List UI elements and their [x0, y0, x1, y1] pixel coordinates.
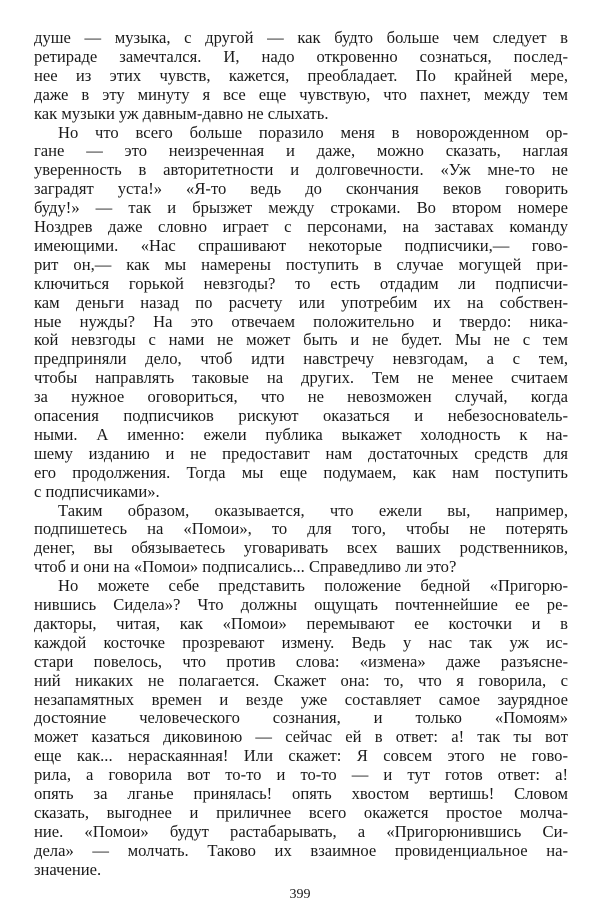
- text-line: дакторы, читая, как «Помои» перемывают ее косточки и в: [34, 613, 568, 633]
- text-line: опасения подписчиков рискуют оказаться и небезосновatель-: [34, 406, 568, 425]
- text-line: с подписчиками».: [34, 481, 160, 501]
- paragraph-first-line: Но можете себе представить положение бедной «Пригорю-: [58, 576, 568, 596]
- text-line: незапамятных времен и везде уже составляет самое заурядное: [34, 689, 568, 709]
- text-line: кам деньги назад по расчету или употребим их на собствен-: [34, 292, 568, 312]
- text-line: гане — это неизреченная и даже, можно сказать, наглая: [34, 141, 568, 161]
- text-line: имеющими. «Нас спрашивают некоторые подписчики,— гово-: [34, 235, 568, 255]
- paragraph-first-line: Таким образом, оказывается, что ежели вы, например,: [58, 500, 568, 520]
- text-line: Ноздрев даже словно играет с персонами, на заставах команду: [34, 217, 568, 236]
- text-line: ными. А именно: ежели публика выкажет холодность к на-: [34, 424, 568, 444]
- text-line: ний никаких не полагается. Скажет она: то, что я говорила, с: [34, 670, 568, 690]
- text-line: даже в эту минуту я все еще чувствую, что пахнет, между тем: [34, 84, 568, 104]
- text-line: нившись Сидела»? Что должны ощущать почтеннейшие ее ре-: [34, 595, 568, 614]
- text-line: подпишетесь на «Помои», то для того, чтобы не потерять: [34, 519, 568, 539]
- text-line: каждой косточке прозревают измену. Ведь у нас так уж ис-: [34, 632, 568, 652]
- text-line: его продолжения. Тогда мы еще подумаем, как нам поступить: [34, 462, 568, 482]
- text-line: еще как... нераскаянная! Или скажет: Я совсем этого не гово-: [34, 746, 568, 766]
- text-line: опять за лганье принялась! опять хвостом вертишь! Словом: [34, 784, 568, 803]
- text-line: стари повелось, что против слова: «измена» даже разъясне-: [34, 651, 568, 671]
- text-line: буду!» — так и брызжет между строками. Во втором номере: [34, 198, 568, 218]
- text-line: заградят уста!» «Я-то ведь до скончания веков говорить: [34, 179, 568, 199]
- text-line: предприняли дело, чтоб идти навстречу невзгодам, а с тем,: [34, 349, 568, 369]
- text-line: уверенность в авторитетности и долговечности. «Уж мне-то не: [34, 160, 568, 180]
- text-line: может казаться диковиною — сейчас ей в ответ: а! так ты вот: [34, 727, 568, 747]
- text-line: достояние человеческого сознания, и только «Помоям»: [34, 708, 568, 728]
- page-number: 399: [289, 886, 311, 902]
- text-line: кой невзгоды с нами не может быть и не будет. Мы не с тем: [34, 330, 568, 350]
- text-line: ние. «Помои» будут растабарывать, а «Пригорюнившись Си-: [34, 821, 568, 841]
- text-line: как музыки уж давным-давно не слыхать.: [34, 103, 329, 123]
- text-line: душе — музыка, с другой — как будто больше чем следует в: [34, 28, 568, 47]
- text-line: ретираде замечтался. И, надо откровенно сознаться, послед-: [34, 46, 568, 66]
- text-line: денег, вы обязываетесь уговаривать всех ваших родственников,: [34, 538, 568, 558]
- text-line: рит он,— как мы намерены поступить в случае могущей при-: [34, 254, 568, 274]
- paragraph-first-line: Но что всего больше поразило меня в новорожденном ор-: [58, 122, 568, 142]
- text-line: значение.: [34, 859, 102, 879]
- text-line: нее из этих чувств, кажется, преобладает. По крайней мере,: [34, 65, 568, 85]
- text-line: сказать, выгоднее и приличнее всего окажется простое молча-: [34, 802, 568, 822]
- text-line: рила, а говорила вот то-то и то-то — и тут готов ответ: а!: [34, 765, 568, 785]
- text-line: дела» — молчать. Таково их взаимное провиденциальное на-: [34, 840, 568, 860]
- text-line: за нужное оговориться, что не невозможен случай, когда: [34, 387, 568, 407]
- text-line: шему изданию и не предоставит нам достаточных средств для: [34, 443, 568, 463]
- text-line: чтобы направлять таковые на других. Тем не менее считаем: [34, 368, 568, 388]
- text-line: ные нужды? На это отвечаем положительно и твердо: ника-: [34, 311, 568, 331]
- text-line: чтоб и они на «Помои» подписались... Справедливо ли это?: [34, 557, 457, 577]
- text-line: ключиться горькой невзгоды? то есть отдадим ли подписчи-: [34, 273, 568, 293]
